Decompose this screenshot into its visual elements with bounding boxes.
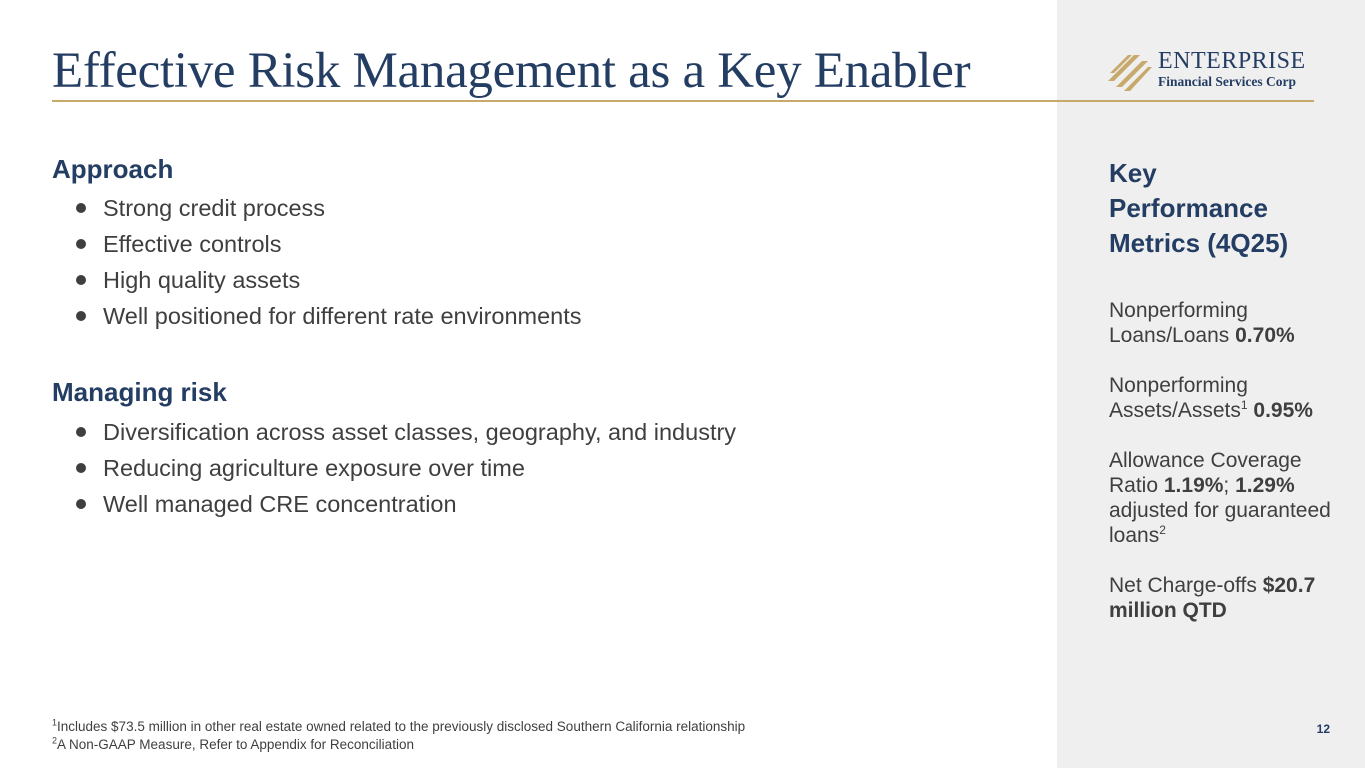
metric-label: Nonperforming Loans/Loans <box>1109 299 1248 347</box>
footnote-text: A Non-GAAP Measure, Refer to Appendix for Reconciliation <box>57 737 414 752</box>
metric-value-adjusted: 1.29% <box>1235 474 1295 497</box>
list-item: Strong credit process <box>76 190 582 226</box>
list-item: Well managed CRE concentration <box>76 486 736 522</box>
metric-value: 0.70% <box>1235 324 1295 347</box>
managing-risk-list <box>76 414 736 522</box>
approach-heading: Approach <box>52 154 174 184</box>
footnote-ref: 2 <box>1159 523 1166 537</box>
title-divider <box>52 100 1314 102</box>
logo-name: ENTERPRISE <box>1158 48 1306 74</box>
metric-net-charge-offs <box>1109 573 1349 623</box>
footnotes <box>52 718 745 754</box>
footnote-mark: 2 <box>52 735 58 746</box>
page-number: 12 <box>1316 722 1330 736</box>
footnote-mark: 1 <box>52 717 58 728</box>
metric-value: 1.19% <box>1163 474 1224 497</box>
company-logo <box>1108 48 1318 94</box>
logo-subtitle: Financial Services Corp <box>1158 74 1296 89</box>
approach-list <box>76 190 582 334</box>
list-item: Well positioned for different rate environments <box>76 298 582 334</box>
metric-suffix: adjusted for guaranteed loans <box>1109 499 1331 547</box>
metric-separator: ; <box>1223 474 1230 497</box>
footnote-2 <box>52 736 745 754</box>
metric-value: $20.7 million QTD <box>1109 574 1316 622</box>
footnote-ref: 1 <box>1240 398 1248 412</box>
metric-value: 0.95% <box>1253 399 1313 422</box>
logo-mark-icon <box>1108 51 1152 91</box>
metric-label: Nonperforming Assets/Assets <box>1109 374 1248 422</box>
metric-npa-ratio <box>1109 373 1349 423</box>
metric-label: Allowance Coverage Ratio <box>1109 449 1302 497</box>
list-item: Effective controls <box>76 226 582 262</box>
list-item: Diversification across asset classes, geography, and industry <box>76 414 736 450</box>
metric-label: Net Charge-offs <box>1109 574 1257 597</box>
page-title: Effective Risk Management as a Key Enabler <box>52 43 971 99</box>
kpi-metrics <box>1109 298 1349 648</box>
kpi-heading: Key Performance Metrics (4Q25) <box>1109 158 1289 258</box>
metric-allowance-coverage <box>1109 448 1349 548</box>
list-item: Reducing agriculture exposure over time <box>76 450 736 486</box>
list-item: High quality assets <box>76 262 582 298</box>
footnote-1 <box>52 718 745 736</box>
metric-npl-ratio <box>1109 298 1349 348</box>
managing-risk-heading: Managing risk <box>52 377 227 407</box>
footnote-text: Includes $73.5 million in other real estate owned related to the previously disclosed Southern California relationship <box>57 719 746 734</box>
